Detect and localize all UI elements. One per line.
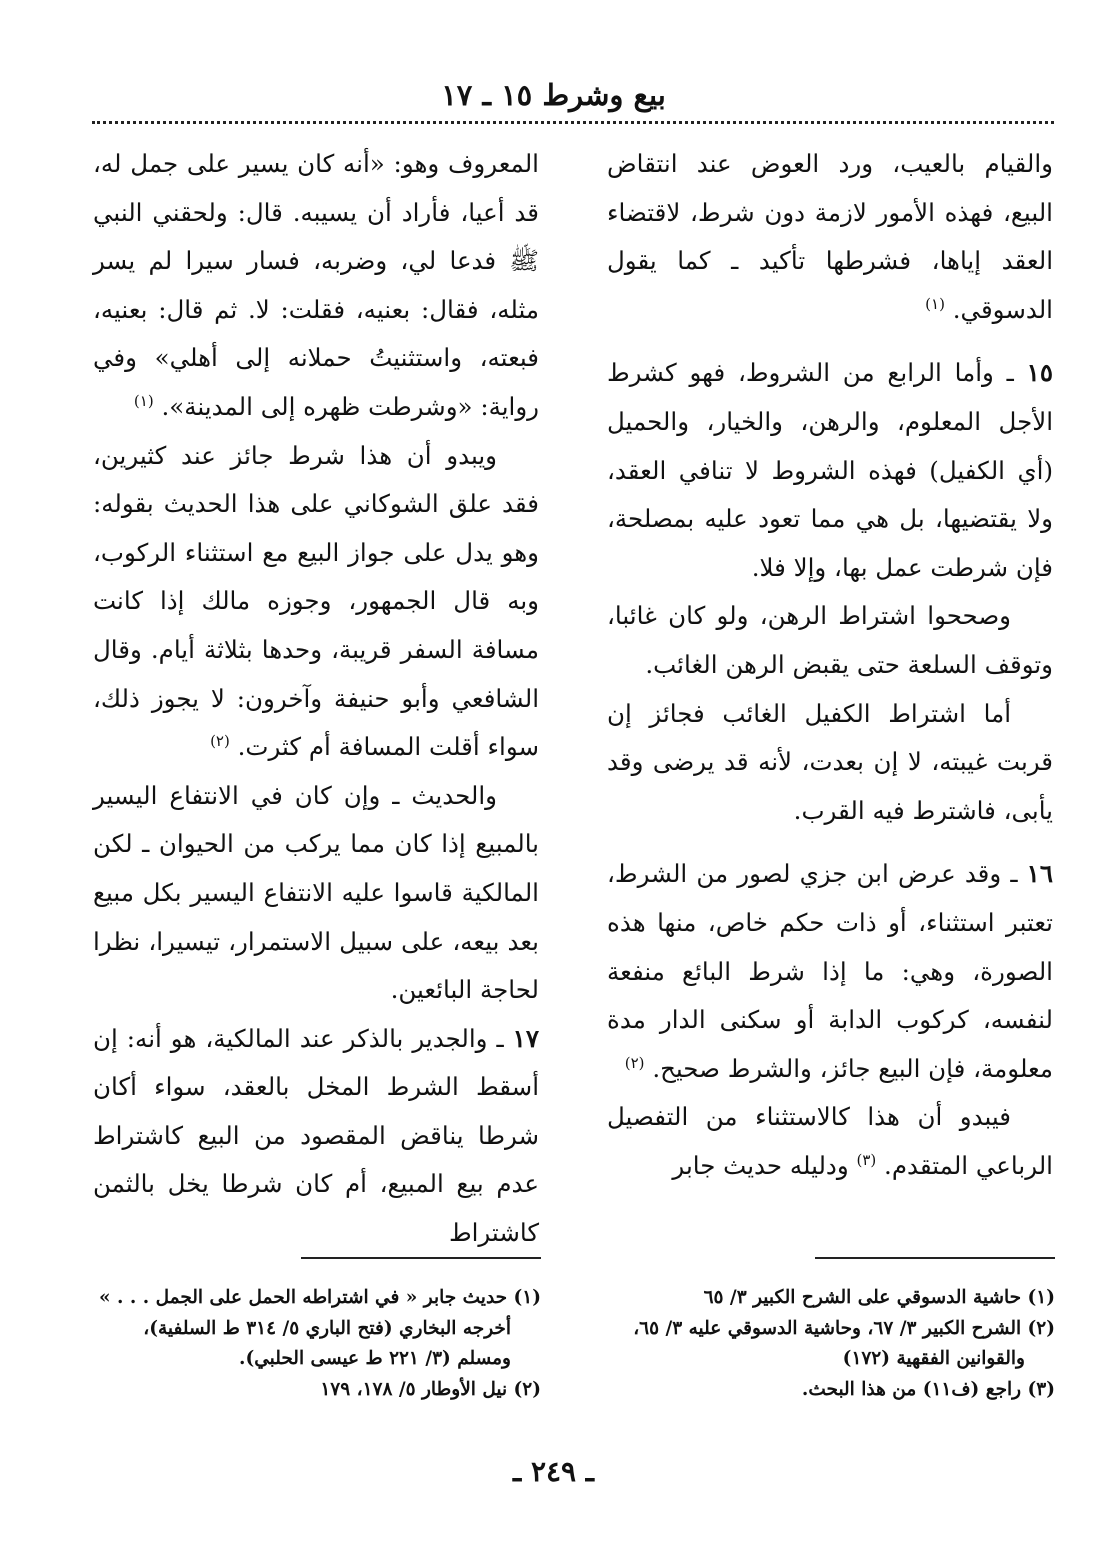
- footnote-ref: (١): [133, 391, 154, 410]
- footnote-continuation: أخرجه البخاري (فتح الباري ٥/ ٣١٤ ط السلفية)،: [143, 1317, 511, 1339]
- footnote-separator-left: [301, 1257, 541, 1259]
- footnote: (٣) راجع (ف١١) من هذا البحث.: [801, 1378, 1055, 1400]
- paragraph: [93, 140, 539, 432]
- footnote-ref: (٢): [210, 732, 230, 751]
- paragraph: وصححوا اشتراط الرهن، ولو كان غائبا، وتوقف السلعة حتى يقبض الرهن الغائب.: [607, 601, 1053, 679]
- section-number: ١٦: [1026, 859, 1053, 889]
- paragraph-text: ـ والجدير بالذكر عند المالكية، هو أنه: إن أسقط الشرط المخل بالعقد، سواء أكان شرطا يناقض المقصود من البيع كاشتراط عدم بيع المبيع، أم كان شرطا يخل بالثمن كاشتراط: [93, 1023, 539, 1248]
- section-number: ١٧: [512, 1023, 539, 1053]
- footnote-ref: (١): [925, 294, 945, 313]
- paragraph: [93, 432, 539, 772]
- paragraph-text: المعروف وهو: «أنه كان يسير على جمل له، قد أعيا، فأراد أن يسيبه. قال: ولحقني النبي ﷺ فدعا لي، وضربه، فسار سيرا لم يسر مثله، فقال: بعنيه، فقلت: لا. ثم قال: بعنيه، فبعته، واستثنيتُ حملانه إلى أهلي» وفي رواية: «وشرطت ظهره إلى المدينة».: [93, 149, 539, 421]
- paragraph-section-16: [607, 850, 1053, 1093]
- footnotes-left: [89, 1283, 541, 1405]
- footnote-continuation: ومسلم (٣/ ٢٢١ ط عيسى الحلبي).: [239, 1348, 511, 1369]
- page-number: ـ ٢٤٩ ـ: [512, 1455, 595, 1488]
- footnotes-right: [603, 1283, 1055, 1405]
- paragraph-text: ودليله حديث جابر: [672, 1150, 857, 1180]
- paragraph: [607, 1093, 1053, 1190]
- paragraph-text: ويبدو أن هذا شرط جائز عند كثيرين، فقد علق الشوكاني على هذا الحديث بقوله: وهو يدل على جواز البيع مع استثناء الركوب، وبه قال الجمهور، وجوزه مالك إذا كانت مسافة السفر قريبة، وحدها بثلاثة أيام. وقال الشافعي وأبو حنيفة وآخرون: لا يجوز ذلك، سواء أقلت المسافة أم كثرت.: [93, 440, 539, 762]
- paragraph: والحديث ـ وإن كان في الانتفاع اليسير بالمبيع إذا كان مما يركب من الحيوان ـ لكن المالكية قاسوا عليه الانتفاع اليسير بكل مبيع بعد بيعه، على سبيل الاستمرار، تيسيرا، نظرا لحاجة البائعين.: [93, 780, 539, 1005]
- paragraph-text: ـ وأما الرابع من الشروط، فهو كشرط الأجل المعلوم، والرهن، والخيار، والحميل (أي الكفيل) فهذه الشروط لا تنافي العقد، ولا يقتضيها، بل هي مما تعود عليه بمصلحة، فإن شرطت عمل بها، وإلا فلا.: [607, 358, 1053, 582]
- paragraph-text: فيبدو أن هذا كالاستثناء من التفصيل الرباعي المتقدم.: [607, 1102, 1053, 1180]
- paragraph: أما اشتراط الكفيل الغائب فجائز إن قربت غيبته، لا إن بعدت، لأنه قد يرضى وقد يأبى، فاشترط فيه القرب.: [607, 698, 1053, 825]
- footnote-ref: (٢): [624, 1053, 645, 1072]
- footnote-ref: (٣): [856, 1150, 877, 1169]
- paragraph-section-17: [93, 1015, 539, 1258]
- footnote-separator-right: [815, 1257, 1055, 1259]
- paragraph-text: والقيام بالعيب، ورد العوض عند انتقاض البيع، فهذه الأمور لازمة دون شرط، لاقتضاء العقد إياها، فشرطها تأكيد ـ كما يقول الدسوقي.: [607, 149, 1053, 324]
- footnote: (٢) نيل الأوطار ٥/ ١٧٨، ١٧٩: [320, 1378, 541, 1400]
- left-column: [93, 140, 539, 1258]
- header-dotted-rule: [92, 121, 1054, 124]
- paragraph-section-15: [607, 349, 1053, 592]
- footnote: (٢) الشرح الكبير ٣/ ٦٧، وحاشية الدسوقي عليه ٣/ ٦٥،: [633, 1317, 1055, 1339]
- paragraph-text: ـ وقد عرض ابن جزي لصور من الشرط، تعتبر استثناء، أو ذات حكم خاص، منها هذه الصورة، وهي: ما إذا شرط البائع منفعة لنفسه، كركوب الدابة أو سكنى الدار مدة معلومة، فإن البيع جائز، والشرط صحيح.: [607, 859, 1053, 1083]
- footnote-continuation: والقوانين الفقهية (١٧٢): [842, 1348, 1025, 1369]
- right-column: [607, 140, 1053, 1190]
- running-header: بيع وشرط ١٥ ـ ١٧: [441, 78, 666, 112]
- section-number: ١٥: [1026, 358, 1053, 388]
- footnote: (١) حاشية الدسوقي على الشرح الكبير ٣/ ٦٥: [703, 1287, 1055, 1308]
- paragraph: [607, 140, 1053, 334]
- footnote: (١) حديث جابر « في اشتراطه الحمل على الجمل . . . »: [99, 1287, 541, 1308]
